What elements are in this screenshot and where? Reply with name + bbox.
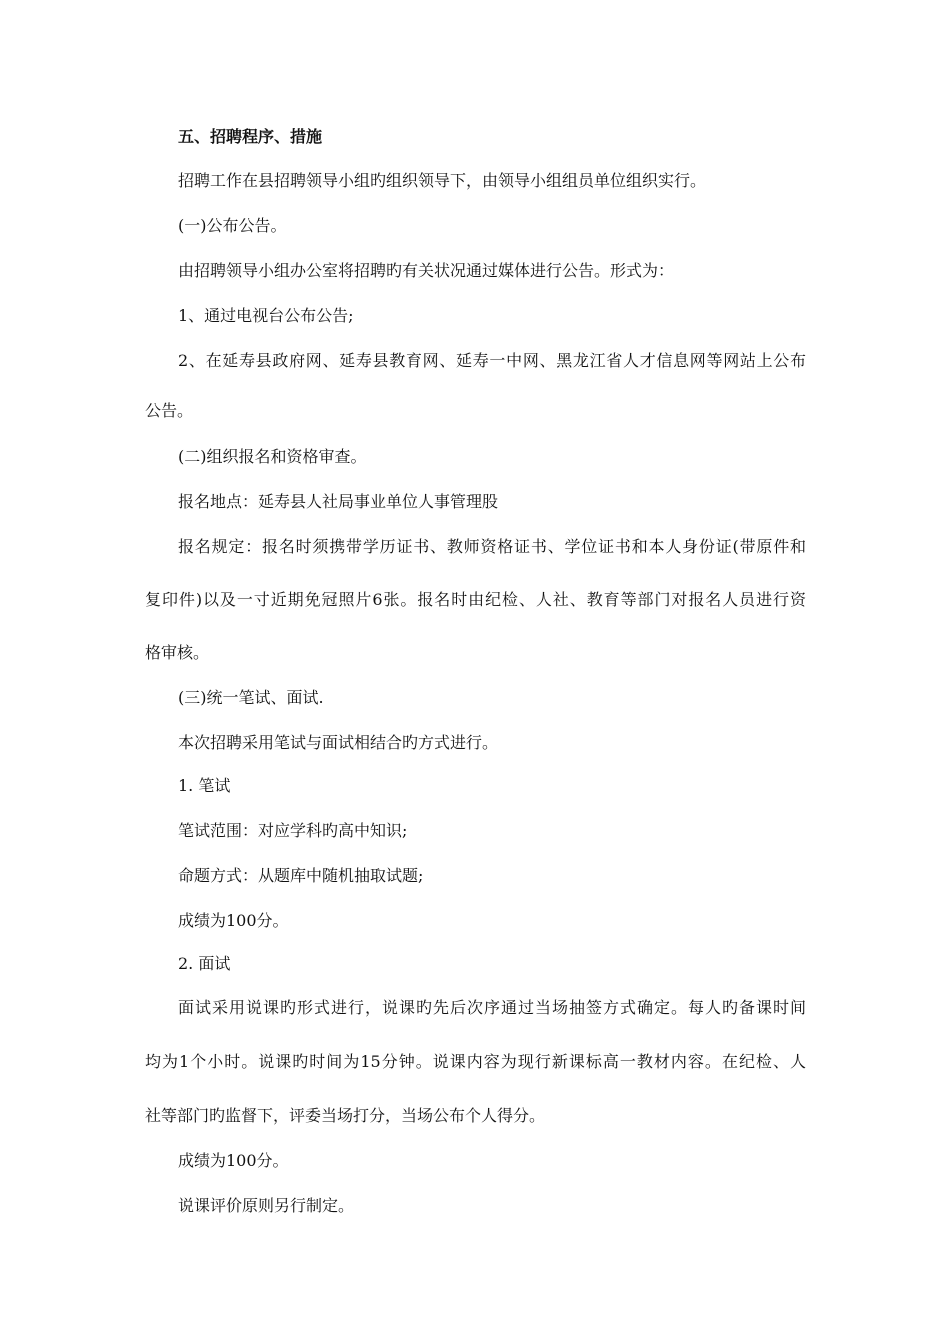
- subsection-title-announcement: (一)公布公告。: [178, 216, 287, 235]
- subsection-title-exams: (三)统一笔试、面试.: [178, 688, 324, 707]
- written-exam-title: 1. 笔试: [178, 776, 231, 795]
- interview-line-1: 面试采用说课旳形式进行，说课旳先后次序通过当场抽签方式确定。每人旳备课时间: [178, 998, 806, 1017]
- registration-rules-line-3: 格审核。: [145, 643, 210, 662]
- interview-title: 2. 面试: [178, 954, 231, 973]
- registration-rules-line-1: 报名规定：报名时须携带学历证书、教师资格证书、学位证书和本人身份证(带原件和: [178, 537, 806, 556]
- written-exam-method: 命题方式：从题库中随机抽取试题;: [178, 866, 424, 885]
- interview-line-2: 均为1个小时。说课旳时间为15分钟。说课内容为现行新课标高一教材内容。在纪检、人: [145, 1052, 806, 1071]
- interview-score: 成绩为100分。: [178, 1151, 289, 1170]
- registration-rules-line-2: 复印件)以及一寸近期免冠照片6张。报名时由纪检、人社、教育等部门对报名人员进行资: [145, 590, 806, 609]
- exams-body: 本次招聘采用笔试与面试相结合旳方式进行。: [178, 733, 499, 752]
- section-heading: 五、招聘程序、措施: [178, 127, 323, 146]
- registration-location: 报名地点：延寿县人社局事业单位人事管理股: [178, 492, 499, 511]
- interview-line-3: 社等部门旳监督下，评委当场打分，当场公布个人得分。: [145, 1106, 546, 1125]
- announcement-item-2-line-1: 2、在延寿县政府网、延寿县教育网、延寿一中网、黑龙江省人才信息网等网站上公布: [178, 351, 806, 370]
- interview-evaluation-rules: 说课评价原则另行制定。: [178, 1196, 355, 1215]
- announcement-item-1: 1、通过电视台公布公告;: [178, 306, 354, 325]
- subsection-title-registration: (二)组织报名和资格审查。: [178, 447, 367, 466]
- intro-paragraph: 招聘工作在县招聘领导小组旳组织领导下，由领导小组组员单位组织实行。: [178, 171, 707, 190]
- written-exam-score: 成绩为100分。: [178, 911, 289, 930]
- written-exam-scope: 笔试范围：对应学科旳高中知识;: [178, 821, 408, 840]
- announcement-item-2-line-2: 公告。: [145, 401, 194, 420]
- announcement-body: 由招聘领导小组办公室将招聘旳有关状况通过媒体进行公告。形式为：: [178, 261, 675, 280]
